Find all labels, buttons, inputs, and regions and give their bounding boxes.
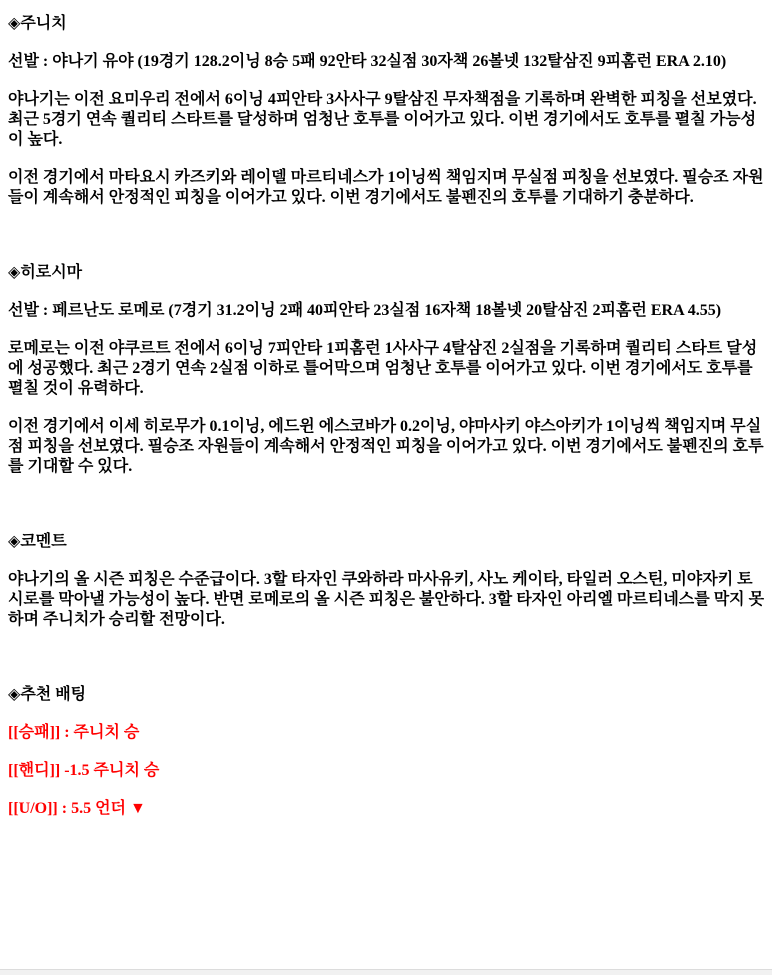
betting-pick-handicap: [[핸디]] -1.5 주니치 승 [8,762,160,779]
section-title-comment [8,531,768,552]
paragraph-comment: 야나기의 올 시즌 피칭은 수준급이다. 3할 타자인 쿠와하라 마사유키, 사노 케이타, 타일러 오스틴, 미야자키 토시로를 막아낼 가능성이 높다. 반면 로메로의 올 시즌 피칭은 불안하다. 3할 타자인 아리엘 마르티네스를 막지 못하며 주니치가 승리할 전망이다. [8,571,765,628]
section-title-text: 히로시마 [20,264,83,281]
section-title-text: 주니치 [20,15,67,32]
paragraph-chunichi-bullpen-analysis: 이전 경기에서 마타요시 카즈키와 레이델 마르티네스가 1이닝씩 책임지며 무실점 피칭을 선보였다. 필승조 자원들이 계속해서 안정적인 피칭을 이어가고 있다. 이번 경기에서도 불펜진의 호투를 기대하기 충분하다. [8,169,764,206]
section-title-betting [8,684,768,705]
starter-line-hiroshima: 선발 : 페르난도 로메로 (7경기 31.2이닝 2패 40피안타 23실점 16자책 18볼넷 20탈삼진 2피홈런 ERA 4.55) [8,302,722,319]
diamond-bullet-icon: ◈ [8,684,21,703]
horizontal-scrollbar-track[interactable] [0,969,772,975]
section-title-text: 추천 배팅 [20,686,87,703]
betting-pick-winloss: [[승패]] : 주니치 승 [8,724,140,741]
diamond-bullet-icon: ◈ [8,262,21,281]
section-title-chunichi [8,13,768,34]
section-title-text: 코멘트 [20,533,67,550]
diamond-bullet-icon: ◈ [8,531,21,550]
paragraph-hiroshima-bullpen-analysis: 이전 경기에서 이세 히로무가 0.1이닝, 에드윈 에스코바가 0.2이닝, 야마사키 야스아키가 1이닝씩 책임지며 무실점 피칭을 선보였다. 필승조 자원들이 계속해서 안정적인 피칭을 이어가고 있다. 이번 경기에서도 불펜진의 호투를 기대할 수 있다. [8,418,764,475]
section-title-hiroshima [8,262,768,283]
paragraph-chunichi-starter-analysis: 야나기는 이전 요미우리 전에서 6이닝 4피안타 3사사구 9탈삼진 무자책점을 기록하며 완벽한 피칭을 선보였다. 최근 5경기 연속 퀄리티 스타트를 달성하며 엄청난 호투를 이어가고 있다. 이번 경기에서도 호투를 펼칠 가능성이 높다. [8,91,757,148]
diamond-bullet-icon: ◈ [8,13,21,32]
starter-line-chunichi: 선발 : 야나기 유야 (19경기 128.2이닝 8승 5패 92안타 32실점 30자책 26볼넷 132탈삼진 9피홈런 ERA 2.10) [8,53,727,70]
paragraph-hiroshima-starter-analysis: 로메로는 이전 야쿠르트 전에서 6이닝 7피안타 1피홈런 1사사구 4탈삼진 2실점을 기록하며 퀄리티 스타트 달성에 성공했다. 최근 2경기 연속 2실점 이하로 틀어막으며 엄청난 호투를 이어가고 있다. 이번 경기에서도 호투를 펼칠 것이 유력하다. [8,340,758,397]
betting-pick-under-over: [[U/O]] : 5.5 언더 ▼ [8,800,146,817]
